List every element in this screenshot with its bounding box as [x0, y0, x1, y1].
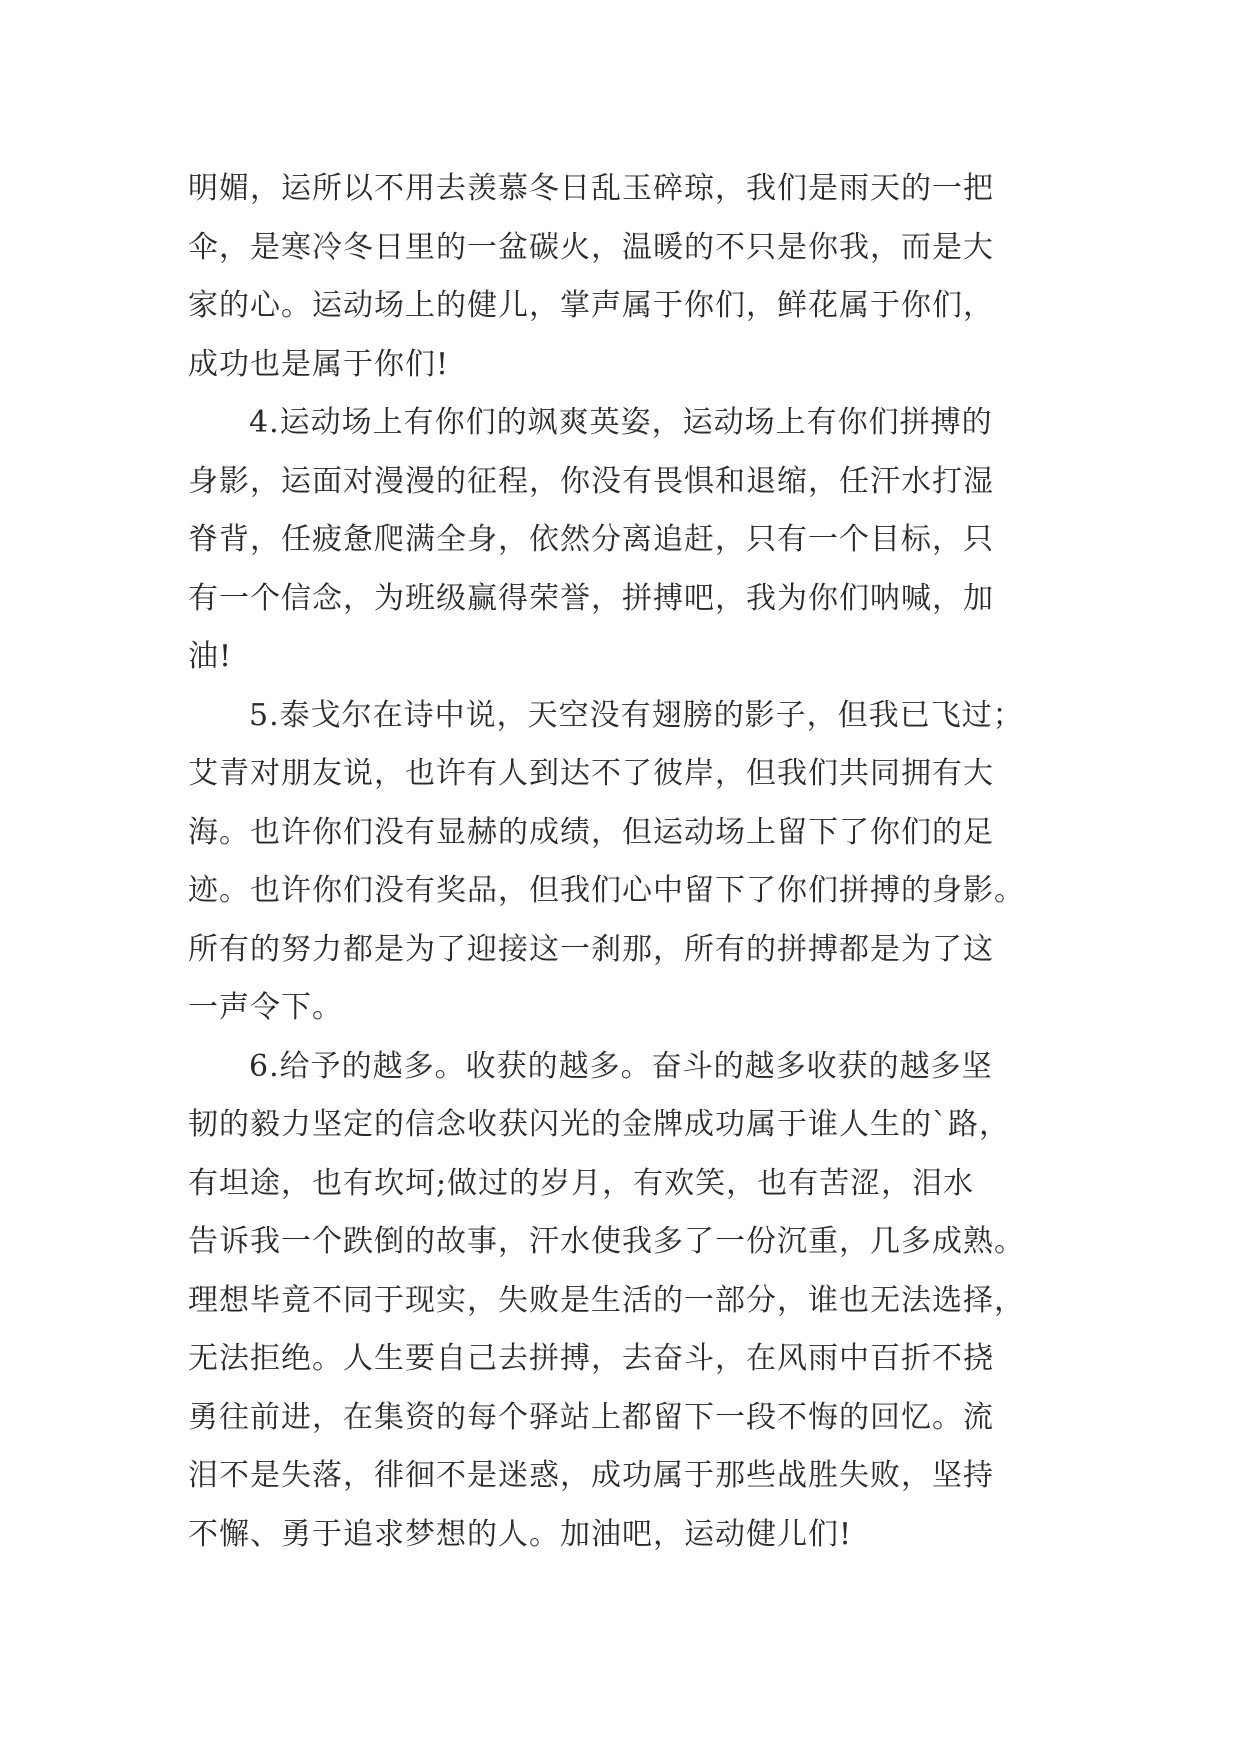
paragraph-first-line: 5.泰戈尔在诗中说，天空没有翅膀的影子，但我已飞过；	[249, 697, 1024, 733]
text-line: 明媚，运所以不用去羡慕冬日乱玉碎琼，我们是雨天的一把	[188, 171, 994, 206]
text-line: 迹。也许你们没有奖品，但我们心中留下了你们拼搏的身影。	[188, 873, 1025, 908]
text-line: 告诉我一个跌倒的故事，汗水使我多了一份沉重，几多成熟。	[188, 1224, 1025, 1259]
document-body	[188, 160, 1078, 1564]
text-line: 海。也许你们没有显赫的成绩，但运动场上留下了你们的足	[188, 814, 994, 850]
text-line: 不懈、勇于追求梦想的人。加油吧，运动健儿们!	[188, 1516, 853, 1552]
text-line: 所有的努力都是为了迎接这一刹那，所有的拼搏都是为了这	[188, 931, 994, 967]
text-line: 有一个信念，为班级赢得荣誉，拼搏吧，我为你们呐喊，加	[188, 580, 994, 616]
text-line: 泪不是失落，徘徊不是迷惑，成功属于那些战胜失败，坚持	[188, 1458, 994, 1493]
text-line: 一声令下。	[188, 990, 343, 1025]
text-line: 家的心。运动场上的健儿，掌声属于你们，鲜花属于你们，	[188, 288, 994, 323]
text-line: 成功也是属于你们!	[188, 346, 450, 382]
paragraph-first-line: 4.运动场上有你们的飒爽英姿，运动场上有你们拼搏的	[249, 405, 993, 440]
text-line: 身影，运面对漫漫的征程，你没有畏惧和退缩，任汗水打湿	[188, 463, 994, 499]
text-line: 理想毕竟不同于现实，失败是生活的一部分，谁也无法选择，	[188, 1282, 1025, 1318]
text-line: 艾青对朋友说，也许有人到达不了彼岸，但我们共同拥有大	[188, 756, 994, 791]
text-line: 油!	[188, 639, 233, 674]
text-line: 无法拒绝。人生要自己去拼搏，去奋斗，在风雨中百折不挠	[188, 1341, 994, 1376]
text-line: 脊背，任疲惫爬满全身，依然分离追赶，只有一个目标，只	[188, 522, 994, 557]
text-line: 伞，是寒冷冬日里的一盆碳火，温暖的不只是你我，而是大	[188, 229, 994, 265]
text-line: 韧的毅力坚定的信念收获闪光的金牌成功属于谁人生的`路，	[188, 1107, 1010, 1142]
text-line: 勇往前进，在集资的每个驿站上都留下一段不悔的回忆。流	[188, 1399, 994, 1435]
text-line: 有坦途，也有坎坷;做过的岁月，有欢笑，也有苦涩，泪水	[188, 1165, 975, 1201]
paragraph-first-line: 6.给予的越多。收获的越多。奋斗的越多收获的越多坚	[249, 1048, 993, 1084]
